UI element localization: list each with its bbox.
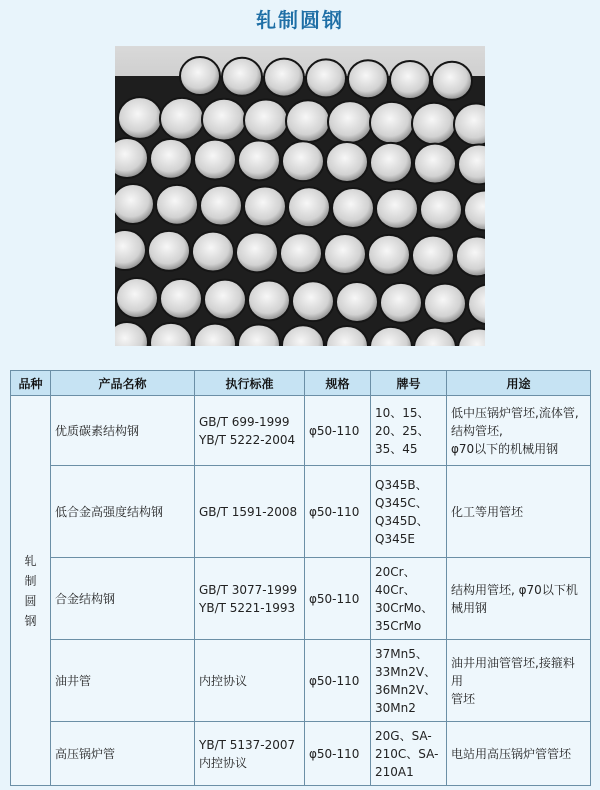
spec-cell: φ50-110 bbox=[305, 640, 371, 722]
table-row bbox=[11, 558, 591, 640]
product-name: 高压锅炉管 bbox=[51, 722, 195, 786]
steel-bar-end bbox=[306, 59, 346, 97]
steel-bar-end bbox=[280, 233, 322, 273]
steel-bar-end bbox=[194, 140, 236, 180]
steel-bar-end bbox=[332, 188, 374, 228]
standard-line: 内控协议 bbox=[199, 673, 248, 688]
standard-line: GB/T 3077-1999 bbox=[199, 582, 298, 597]
steel-bar-end bbox=[292, 281, 334, 321]
grade-cell bbox=[371, 466, 447, 558]
steel-bar-end bbox=[148, 231, 190, 271]
steel-bar-end bbox=[282, 141, 324, 181]
category-char: 圆 bbox=[24, 593, 37, 608]
grade-line: 20G、SA- bbox=[375, 728, 432, 743]
steel-bar-end bbox=[115, 230, 146, 270]
steel-bar-end bbox=[160, 98, 204, 140]
standard-line: GB/T 1591-2008 bbox=[199, 504, 298, 519]
steel-bar-end bbox=[412, 103, 456, 145]
spec-cell: φ50-110 bbox=[305, 396, 371, 466]
steel-bar-end bbox=[150, 139, 192, 179]
grade-line: 210C、SA- bbox=[375, 746, 439, 761]
steel-bar-end bbox=[370, 102, 414, 144]
steel-bar-end bbox=[348, 60, 388, 98]
steel-bar-end bbox=[244, 100, 288, 142]
usage-line: φ70以下的机械用钢 bbox=[451, 441, 559, 456]
spec-cell: φ50-110 bbox=[305, 722, 371, 786]
standard-cell bbox=[195, 722, 305, 786]
grade-line: 20Cr、 bbox=[375, 564, 416, 579]
table-row bbox=[11, 466, 591, 558]
steel-bar-end bbox=[390, 61, 430, 99]
steel-bar-end bbox=[244, 186, 286, 226]
steel-bar-end bbox=[180, 57, 220, 95]
spec-table bbox=[10, 370, 591, 786]
header-standard: 执行标准 bbox=[195, 371, 305, 396]
steel-bar-end bbox=[420, 190, 462, 230]
grade-cell bbox=[371, 558, 447, 640]
grade-line: 35CrMo bbox=[375, 618, 422, 633]
steel-bar-end bbox=[336, 282, 378, 322]
standard-cell bbox=[195, 396, 305, 466]
grade-line: 35、45 bbox=[375, 441, 418, 456]
steel-bar-end bbox=[380, 283, 422, 323]
product-name: 油井管 bbox=[51, 640, 195, 722]
category-char: 轧 bbox=[24, 553, 37, 568]
usage-line: 械用钢 bbox=[451, 600, 488, 615]
steel-bar-end bbox=[288, 187, 330, 227]
steel-bar-end bbox=[328, 101, 372, 143]
header-grade: 牌号 bbox=[371, 371, 447, 396]
category-cell bbox=[11, 396, 51, 786]
steel-bar-end bbox=[115, 184, 154, 224]
steel-bar-end bbox=[160, 279, 202, 319]
steel-bar-end bbox=[414, 144, 456, 184]
usage-cell bbox=[447, 558, 591, 640]
usage-cell bbox=[447, 722, 591, 786]
standard-cell bbox=[195, 640, 305, 722]
usage-cell bbox=[447, 396, 591, 466]
standard-line: YB/T 5221-1993 bbox=[199, 600, 296, 615]
grade-line: 10、15、 bbox=[375, 405, 430, 420]
product-name: 优质碳素结构钢 bbox=[51, 396, 195, 466]
steel-bar-end bbox=[412, 236, 454, 276]
product-name: 合金结构钢 bbox=[51, 558, 195, 640]
usage-cell bbox=[447, 640, 591, 722]
steel-bar-end bbox=[222, 58, 262, 96]
usage-line: 结构用管坯, φ70以下机 bbox=[451, 582, 578, 597]
page-title: 轧制圆钢 bbox=[256, 8, 344, 32]
grade-line: Q345B、 bbox=[375, 477, 428, 492]
standard-line: YB/T 5222-2004 bbox=[199, 432, 296, 447]
grade-line: Q345C、 bbox=[375, 495, 428, 510]
steel-bar-end bbox=[324, 234, 366, 274]
steel-bar-end bbox=[192, 232, 234, 272]
grade-line: 20、25、 bbox=[375, 423, 430, 438]
usage-line: 电站用高压锅炉管管坯 bbox=[451, 746, 572, 761]
grade-line: Q345D、 bbox=[375, 513, 429, 528]
grade-line: 30Mn2 bbox=[375, 700, 416, 715]
grade-cell bbox=[371, 640, 447, 722]
steel-bar-end bbox=[370, 143, 412, 183]
steel-bar-end bbox=[116, 278, 158, 318]
header-row bbox=[11, 371, 591, 396]
steel-bar-end bbox=[200, 186, 242, 226]
usage-line: 低中压锅炉管坯,流体管, bbox=[451, 405, 579, 420]
spec-cell: φ50-110 bbox=[305, 466, 371, 558]
usage-line: 结构管坯, bbox=[451, 423, 503, 438]
standard-line: 内控协议 bbox=[199, 755, 248, 770]
steel-bar-end bbox=[264, 59, 304, 97]
table-row bbox=[11, 640, 591, 722]
usage-cell bbox=[447, 466, 591, 558]
header-product-name: 产品名称 bbox=[51, 371, 195, 396]
grade-line: 210A1 bbox=[375, 764, 414, 779]
steel-bar-end bbox=[326, 142, 368, 182]
usage-line: 化工等用管坯 bbox=[451, 504, 524, 519]
steel-bar-end bbox=[248, 280, 290, 320]
grade-cell bbox=[371, 396, 447, 466]
standard-line: GB/T 699-1999 bbox=[199, 414, 290, 429]
steel-bar-end bbox=[238, 140, 280, 180]
header-spec: 规格 bbox=[305, 371, 371, 396]
grade-line: 37Mn5、 bbox=[375, 646, 428, 661]
grade-line: 40Cr、 bbox=[375, 582, 416, 597]
grade-cell bbox=[371, 722, 447, 786]
header-category: 品种 bbox=[11, 371, 51, 396]
usage-line: 管坯 bbox=[451, 691, 476, 706]
steel-bar-end bbox=[115, 138, 148, 178]
grade-line: 36Mn2V、 bbox=[375, 682, 437, 697]
steel-bar-end bbox=[376, 189, 418, 229]
table-row bbox=[11, 396, 591, 466]
grade-line: 30CrMo、 bbox=[375, 600, 434, 615]
standard-line: YB/T 5137-2007 bbox=[199, 737, 296, 752]
product-name: 低合金高强度结构钢 bbox=[51, 466, 195, 558]
grade-line: Q345E bbox=[375, 531, 415, 546]
steel-bar-end bbox=[202, 99, 246, 141]
steel-bar-end bbox=[286, 100, 330, 142]
category-char: 钢 bbox=[24, 613, 37, 628]
standard-cell bbox=[195, 466, 305, 558]
header-usage: 用途 bbox=[447, 371, 591, 396]
steel-bar-end bbox=[424, 284, 466, 324]
steel-bar-end bbox=[368, 235, 410, 275]
steel-bar-end bbox=[204, 280, 246, 320]
steel-bar-end bbox=[118, 97, 162, 139]
table-row bbox=[11, 722, 591, 786]
standard-cell bbox=[195, 558, 305, 640]
grade-line: 33Mn2V、 bbox=[375, 664, 437, 679]
steel-round-bars-photo bbox=[115, 46, 485, 346]
usage-line: 油井用油管管坯,接箍料用 bbox=[451, 655, 575, 688]
category-char: 制 bbox=[24, 573, 37, 588]
spec-cell: φ50-110 bbox=[305, 558, 371, 640]
steel-bar-end bbox=[432, 62, 472, 100]
steel-bar-end bbox=[156, 185, 198, 225]
steel-bars-photo bbox=[115, 46, 485, 346]
steel-bar-end bbox=[236, 232, 278, 272]
